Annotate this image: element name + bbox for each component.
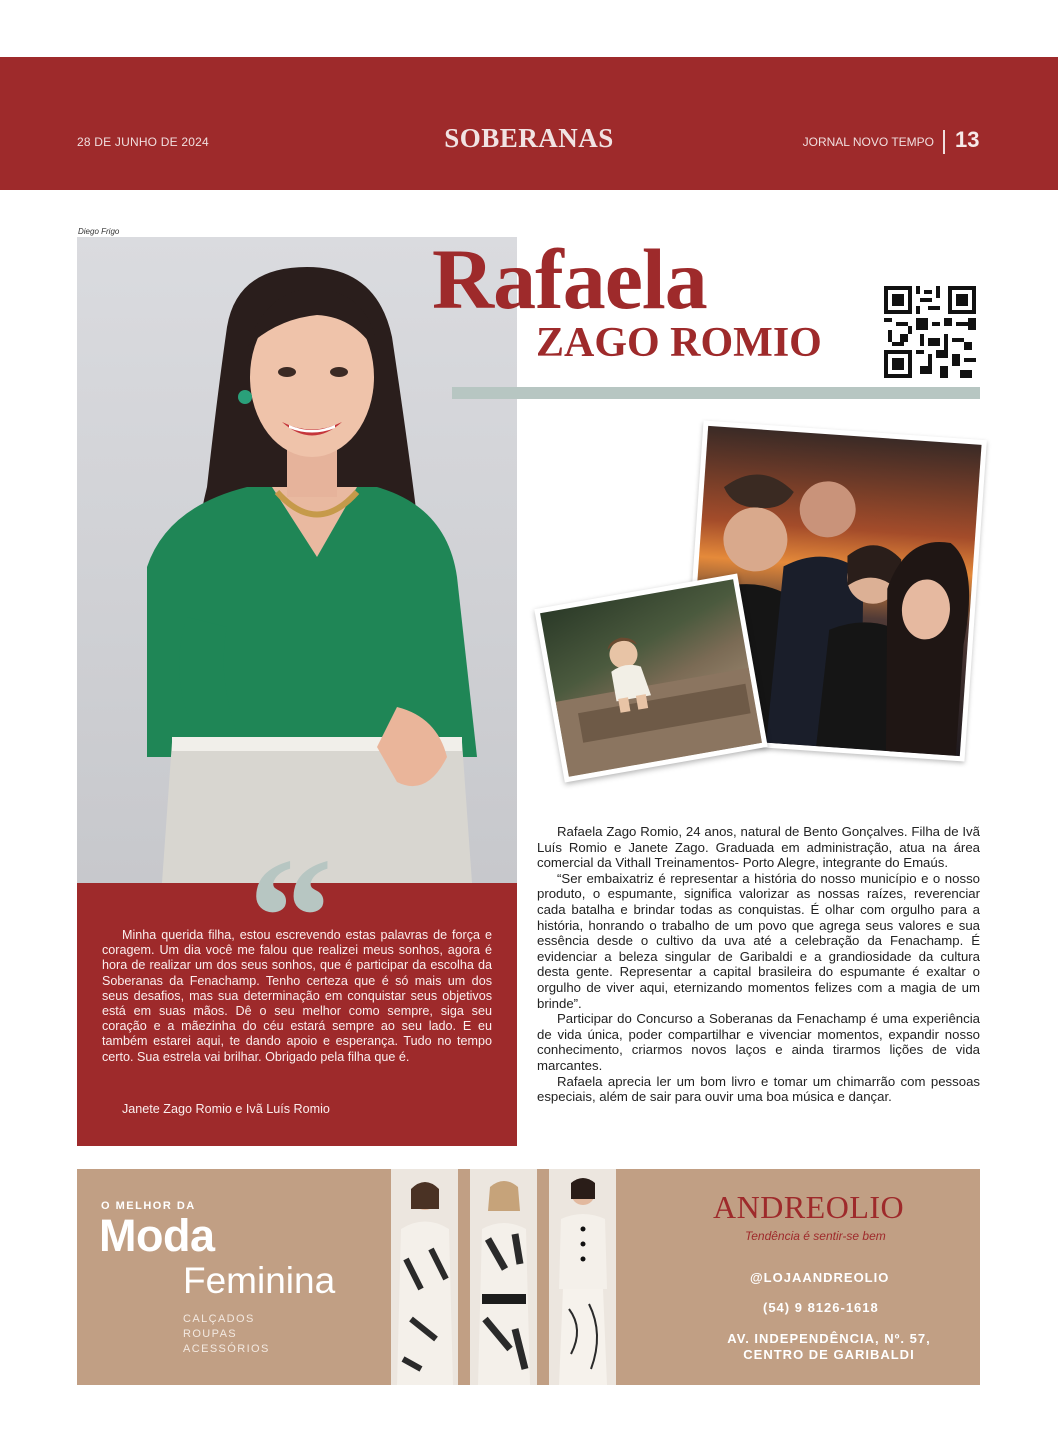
childhood-photo <box>534 573 767 782</box>
ad-category: ROUPAS <box>183 1328 238 1340</box>
childhood-illustration <box>540 579 762 777</box>
ad-headline-moda: Moda <box>99 1210 215 1261</box>
ad-address <box>709 1331 949 1363</box>
title-first-name: Rafaela <box>432 231 707 327</box>
ad-model-photo <box>391 1169 458 1385</box>
article-paragraph: “Ser embaixatriz é representar a história do nosso município e o nosso produto, o espumante, significa valorizar as nossas raízes, reverenciar cada batalha e brindar todas as conquistas. É olhar com orgulho para a história, honrando o trabalho de um povo que agrega seus valores e sua essência desde o cultivo da uva até a celebração da Fenachamp. É evidenciar a beleza singular de Garibaldi e a grandiosidade da cultura desta gente. Representar a capital brasileira do espumante é exaltar o orgulho de viver aqui, eternizando momentos felizes com a magia de um brinde”. <box>537 870 980 1011</box>
advertisement-banner[interactable] <box>77 1169 980 1385</box>
quote-text: Minha querida filha, estou escrevendo estas palavras de força e coragem. Um dia você me falou que realizei meus sonhos, agora é hora de realizar um dos seus sonhos, que é participar da escolha da Soberanas da Fenachamp. Tenho certeza que é só mais um dos seus desafios, mas sua determinação em conquistar seus objetivos está em suas mãos. Dê o seu melhor como sempre, siga seu coração e a mãezinha do céu estará sempre ao seu lado. E eu também estarei aqui, te dando apoio e esperança. Tudo no tempo certo. Sua estrela vai brilhar. Obrigado pela filha que é. <box>102 928 492 1064</box>
header-divider <box>943 130 945 154</box>
ad-model-photo <box>549 1169 616 1385</box>
ad-model-photo <box>470 1169 537 1385</box>
ad-address-line: AV. INDEPENDÊNCIA, Nº. 57, <box>727 1331 931 1346</box>
quote-mark-icon: “ <box>248 823 333 1011</box>
ad-category: ACESSÓRIOS <box>183 1343 270 1355</box>
portrait-photo <box>77 237 517 883</box>
ad-model-illustration <box>549 1169 616 1385</box>
section-title: SOBERANAS <box>444 123 614 153</box>
ad-phone-number[interactable]: (54) 9 8126-1618 <box>763 1300 879 1315</box>
title-underline-bar <box>452 387 980 399</box>
quote-signature: Janete Zago Romio e Ivã Luís Romio <box>122 1102 330 1116</box>
article-paragraph: Participar do Concurso a Soberanas da Fenachamp é uma experiência de vida única, poder compartilhar e vivenciar momentos, expandir nosso conhecimento, criarmos novos laços e ainda tirarmos lições de vida marcantes. <box>537 1011 980 1073</box>
issue-date: 28 DE JUNHO DE 2024 <box>77 135 209 149</box>
ad-category-list <box>183 1312 270 1357</box>
ad-category: CALÇADOS <box>183 1313 255 1325</box>
ad-social-handle[interactable]: @LOJAANDREOLIO <box>750 1270 890 1285</box>
article-body <box>537 824 980 1105</box>
page-header <box>0 57 1058 190</box>
article-paragraph: Rafaela aprecia ler um bom livro e tomar um chimarrão com pessoas especiais, além de sair para ouvir uma boa música e dançar. <box>537 1073 980 1105</box>
qr-code-icon <box>884 286 976 378</box>
photo-credit-main: Diego Frigo <box>78 227 120 236</box>
ad-headline-feminina: Feminina <box>183 1260 336 1301</box>
ad-kicker: O MELHOR DA <box>101 1200 196 1212</box>
qr-code[interactable] <box>884 286 976 378</box>
ad-brand-logo: ANDREOLIO <box>713 1189 905 1225</box>
ad-tagline: Tendência é sentir-se bem <box>745 1229 886 1243</box>
page-number: 13 <box>955 127 980 152</box>
article-paragraph: Rafaela Zago Romio, 24 anos, natural de Bento Gonçalves. Filha de Ivã Luís Romio e Janete Zago. Graduada em administração, atua na área comercial da Vithall Treinamentos- Porto Alegre, integrante do Emaús. <box>537 824 980 871</box>
newspaper-name: JORNAL NOVO TEMPO <box>802 135 934 149</box>
title-surname: ZAGO ROMIO <box>536 320 822 366</box>
ad-model-illustration <box>470 1169 537 1385</box>
portrait-illustration <box>77 237 517 883</box>
ad-address-line: CENTRO DE GARIBALDI <box>743 1347 915 1362</box>
ad-model-illustration <box>391 1169 458 1385</box>
